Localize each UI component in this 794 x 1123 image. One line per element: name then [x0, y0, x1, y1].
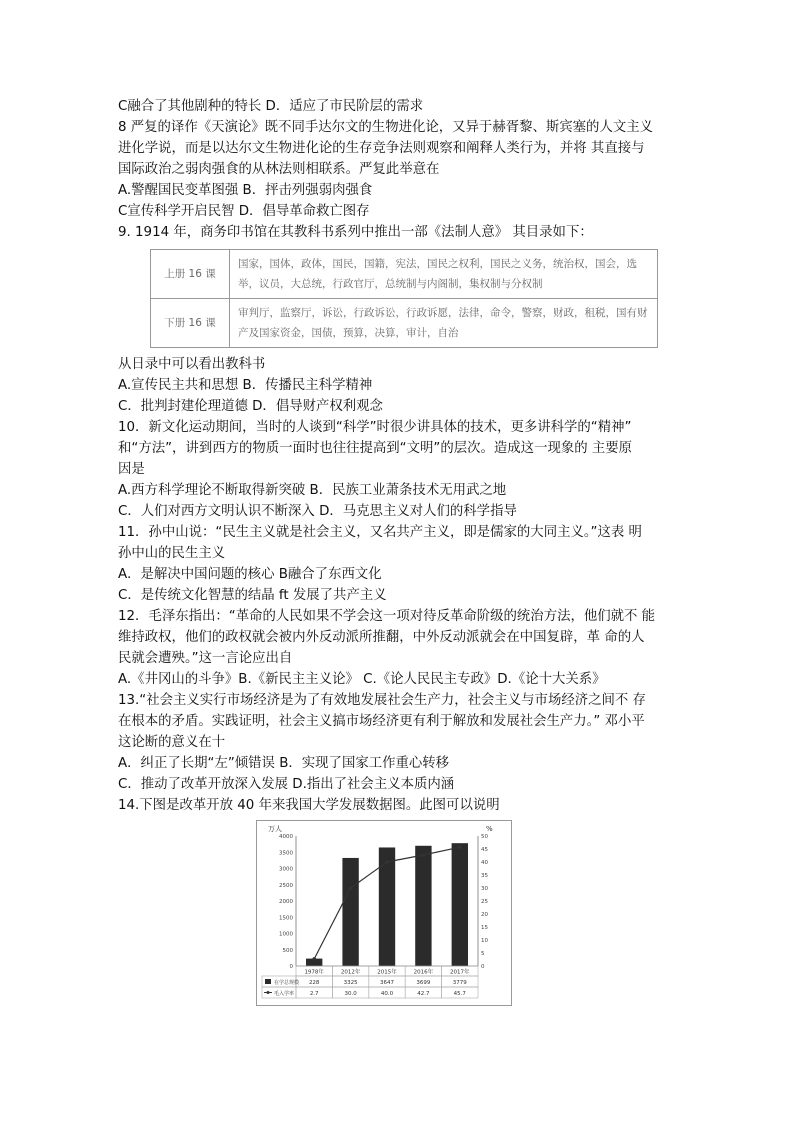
- tick-label-left: 500: [282, 947, 293, 954]
- text-line: 在根本的矛盾。实践证明，社会主义搞市场经济更有利于解放和发展社会生产力。” 邓小平: [118, 714, 645, 729]
- table-content-cell: 审判厅，监察厅，诉讼，行政诉讼，行政诉愿，法律，命令，警察，财政，租税，国有财产及国家资金，国债，预算，决算，审计，自治: [230, 299, 658, 348]
- bar: [415, 846, 431, 966]
- data-label: 30.0: [344, 990, 357, 997]
- text-line: 这论断的意义在十: [118, 735, 226, 750]
- text-line: C．推动了改革开放深入发展 D.指出了社会主义本质内涵: [118, 777, 455, 792]
- legend-bar-swatch: [265, 979, 271, 984]
- tick-label-left: 2000: [279, 899, 293, 905]
- chart-svg: [256, 820, 512, 1006]
- data-label: 228: [308, 979, 320, 986]
- tick-label-left: 3500: [279, 850, 293, 857]
- text-line: A．是解决中国问题的核心 B融合了东西文化: [118, 567, 382, 582]
- text-line: A.宣传民主共和思想 B．传播民主科学精神: [118, 378, 373, 393]
- x-tick-label: 2015年: [377, 969, 397, 976]
- legend-line-marker: [267, 991, 270, 994]
- text-line: A.西方科学理论不断取得新突破 B．民族工业萧条技术无用武之地: [118, 483, 507, 498]
- text-line: 12．毛泽东指出：“革命的人民如果不学会这一项对待反革命阶级的统治方法，他们就不 能: [118, 609, 656, 624]
- line-point: [385, 860, 389, 864]
- line-point: [422, 853, 426, 857]
- university-development-chart: [256, 820, 512, 1006]
- tick-label-right: 50: [481, 834, 488, 840]
- text-line: 10．新文化运动期间，当时的人谈到“科学”时很少讲具体的技术，更多讲科学的“精神”: [118, 420, 632, 435]
- legend-entry: 在学总规模: [274, 979, 300, 986]
- tick-label-right: 25: [481, 899, 488, 905]
- text-line: 9. 1914 年，商务印书馆在其教科书系列中推出一部《法制人意》 其目录如下：: [118, 225, 593, 240]
- x-tick-label: 2016年: [413, 969, 434, 976]
- tick-label-right: 0: [481, 964, 485, 970]
- text-line: C宣传科学开启民智 D．倡导革命救亡图存: [118, 204, 370, 219]
- text-line: A.警醒国民变革图强 B．抨击列强弱肉强食: [118, 183, 373, 198]
- tick-label-right: 5: [481, 951, 485, 957]
- exam-page: [118, 96, 678, 1006]
- text-line: 维持政权，他们的政权就会被内外反动派所推翻，中外反动派就会在中国复辟，革 命的人: [118, 630, 645, 645]
- x-tick-label: 2017年: [450, 969, 470, 976]
- bar: [379, 847, 395, 966]
- table-row: [151, 299, 658, 348]
- table-section-cell: 下册 16 课: [151, 299, 230, 348]
- tick-label-left: 2500: [279, 882, 293, 889]
- text-line: 11．孙中山说：“民生主义就是社会主义，又名共产主义，即是儒家的大同主义。”这表 明: [118, 525, 642, 540]
- data-label: 40.0: [380, 990, 394, 997]
- text-line: 因是: [118, 462, 145, 477]
- tick-label-left: 4000: [279, 834, 293, 840]
- bar: [452, 843, 468, 966]
- y-axis-right-label: %: [486, 825, 493, 833]
- tick-label-right: 45: [481, 847, 488, 853]
- question-text-top: [118, 96, 678, 243]
- data-label: 3647: [380, 979, 394, 986]
- text-line: 13.“社会主义实行市场经济是为了有效地发展社会生产力，社会主义与市场经济之间不 存: [118, 693, 646, 708]
- text-line: 孙中山的民生主义: [118, 546, 226, 561]
- text-line: C．人们对西方文明认识不断深入 D．马克思主义对人们的科学指导: [118, 504, 517, 519]
- text-line: 和“方法”，讲到西方的物质一面时也往往提高到“文明”的层次。造成这一现象的 主要原: [118, 441, 633, 456]
- legend-entry: 毛入学率: [274, 990, 295, 997]
- text-line: 国际政治之弱肉强食的从林法则相联系。严复此举意在: [118, 162, 440, 177]
- textbook-contents-table: [150, 249, 658, 348]
- tick-label-right: 35: [481, 873, 488, 879]
- table-content-cell: 国家，国体，政体，国民，国籍，宪法，国民之权利，国民之义务，统治权，国会，选举，议员，大总统，行政官厅，总统制与内阁制，集权制与分权制: [230, 250, 658, 299]
- data-label: 3699: [416, 979, 431, 986]
- table-section-cell: 上册 16 课: [151, 250, 230, 299]
- data-label: 3325: [343, 979, 358, 986]
- text-line: C融合了其他剧种的特长 D．适应了市民阶层的需求: [118, 99, 424, 114]
- question-text-bottom: [118, 354, 678, 816]
- tick-label-right: 10: [481, 938, 488, 944]
- tick-label-right: 40: [481, 860, 488, 866]
- text-line: 从日录中可以看出教科书: [118, 357, 266, 372]
- text-line: 8 严复的译作《天演论》既不同手达尔文的生物进化论，又异于赫胥黎、斯宾塞的人文主义: [118, 120, 654, 135]
- y-axis-left-label: 万人: [268, 825, 282, 833]
- tick-label-left: 1500: [279, 915, 293, 922]
- line-point: [312, 957, 316, 961]
- text-line: A.《井冈山的斗争》B.《新民主主义论》 C.《论人民民主专政》D.《论十大关系》: [118, 672, 606, 687]
- x-tick-label: 2012年: [340, 969, 361, 976]
- line-point: [458, 845, 462, 849]
- x-tick-label: 1978年: [304, 969, 324, 976]
- data-label: 3779: [452, 979, 467, 986]
- tick-label-left: 1000: [279, 931, 293, 938]
- text-line: A．纠正了长期“左”倾错误 B．实现了国家工作重心转移: [118, 756, 450, 771]
- tick-label-left: 3000: [279, 866, 293, 873]
- line-point: [349, 886, 353, 890]
- text-line: C．批判封建伦理道德 D．倡导财产权利观念: [118, 399, 383, 414]
- tick-label-left: 0: [289, 964, 293, 970]
- data-label: 45.7: [453, 990, 466, 997]
- tick-label-right: 30: [481, 886, 488, 892]
- tick-label-right: 15: [481, 925, 488, 931]
- text-line: C．是传统文化智慧的结晶 ft 发展了共产主义: [118, 588, 387, 603]
- text-line: 民就会遭殃。”这一言论应出自: [118, 651, 293, 666]
- table-row: [151, 250, 658, 299]
- data-label: 2.7: [309, 990, 319, 997]
- bar: [342, 858, 358, 966]
- text-line: 进化学说，而是以达尔文生物进化论的生存竞争法则观察和阐释人类行为，并将 其直接与: [118, 141, 645, 156]
- data-label: 42.7: [417, 990, 430, 997]
- tick-label-right: 20: [481, 912, 488, 918]
- text-line: 14.下图是改革开放 40 年来我国大学发展数据图。此图可以说明: [118, 798, 500, 813]
